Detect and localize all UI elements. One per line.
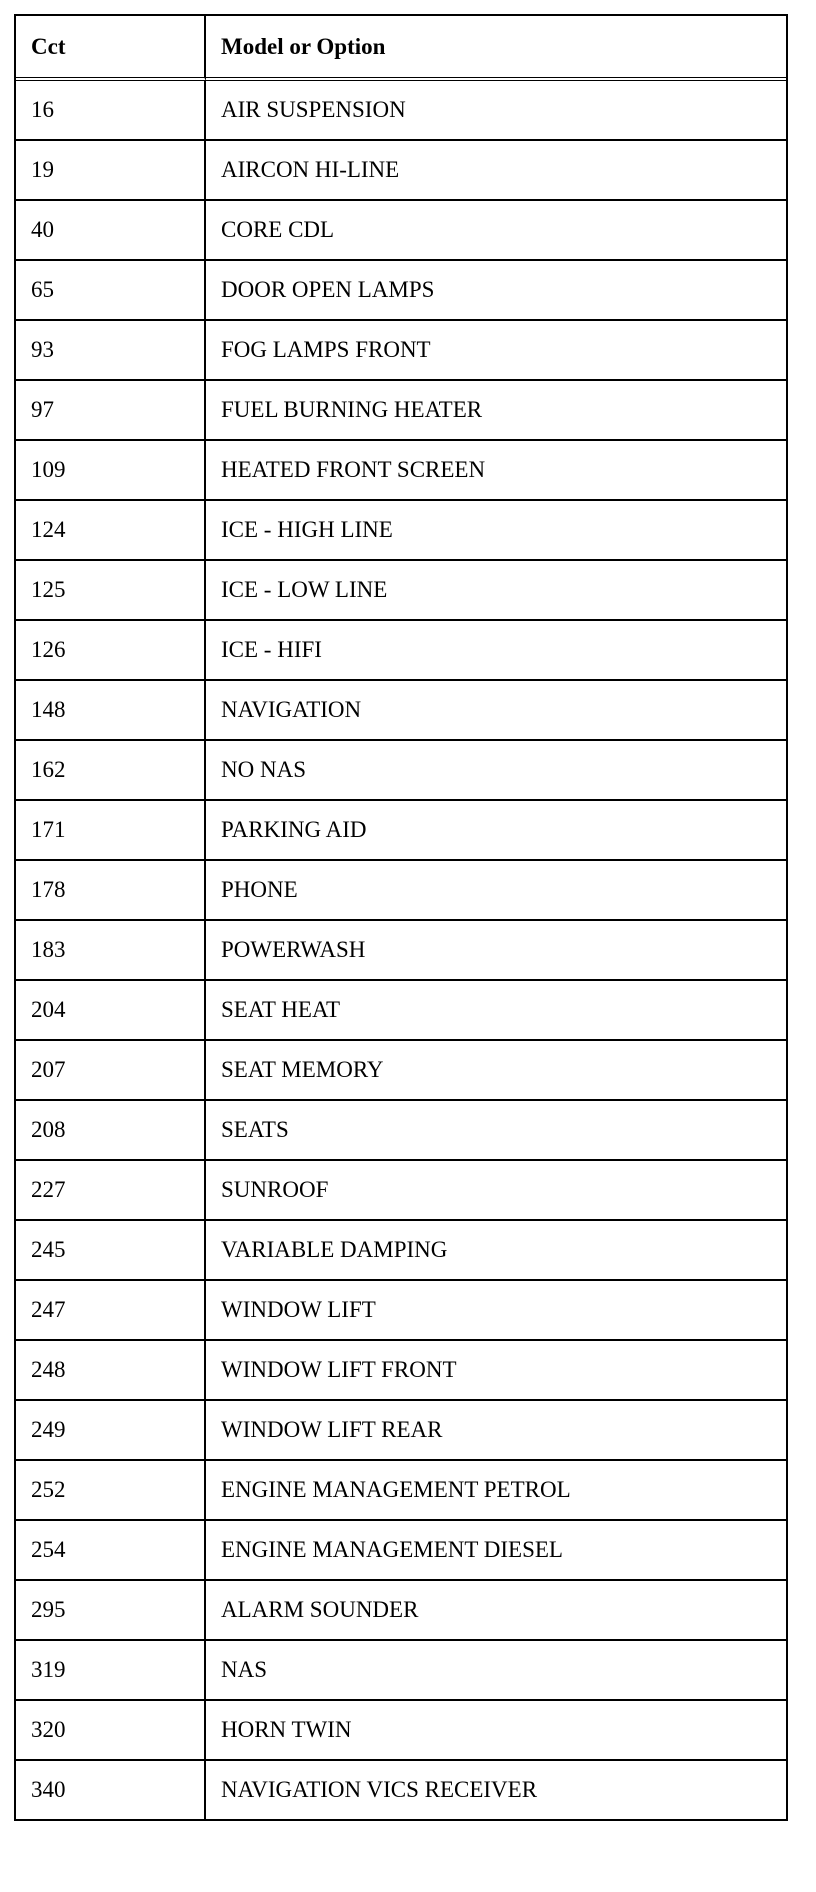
model-option-cell: CORE CDL	[206, 201, 786, 261]
cct-cell: 207	[16, 1041, 206, 1101]
model-option-cell: ENGINE MANAGEMENT PETROL	[206, 1461, 786, 1521]
model-option-cell: POWERWASH	[206, 921, 786, 981]
cct-cell: 245	[16, 1221, 206, 1281]
table-row	[16, 921, 786, 981]
cct-cell: 126	[16, 621, 206, 681]
model-option-cell: NO NAS	[206, 741, 786, 801]
table-body	[16, 81, 786, 1819]
model-option-cell: NAS	[206, 1641, 786, 1701]
model-option-cell: SEAT HEAT	[206, 981, 786, 1041]
model-option-cell: ICE - HIFI	[206, 621, 786, 681]
table-row	[16, 1581, 786, 1641]
table-row	[16, 261, 786, 321]
model-option-cell: NAVIGATION	[206, 681, 786, 741]
model-option-cell: ENGINE MANAGEMENT DIESEL	[206, 1521, 786, 1581]
cct-cell: 340	[16, 1761, 206, 1819]
table-row	[16, 621, 786, 681]
header-cct: Cct	[16, 16, 206, 81]
table-row	[16, 801, 786, 861]
cct-cell: 65	[16, 261, 206, 321]
model-option-cell: SUNROOF	[206, 1161, 786, 1221]
model-option-cell: WINDOW LIFT	[206, 1281, 786, 1341]
table-row	[16, 81, 786, 141]
model-option-cell: PHONE	[206, 861, 786, 921]
table-row	[16, 1461, 786, 1521]
circuit-option-table	[14, 14, 788, 1821]
model-option-cell: FUEL BURNING HEATER	[206, 381, 786, 441]
cct-cell: 252	[16, 1461, 206, 1521]
table-header-row	[16, 16, 786, 81]
table-row	[16, 501, 786, 561]
model-option-cell: SEATS	[206, 1101, 786, 1161]
table-row	[16, 441, 786, 501]
table-row	[16, 1521, 786, 1581]
cct-cell: 148	[16, 681, 206, 741]
model-option-cell: SEAT MEMORY	[206, 1041, 786, 1101]
table-row	[16, 861, 786, 921]
cct-cell: 319	[16, 1641, 206, 1701]
cct-cell: 124	[16, 501, 206, 561]
table-row	[16, 1701, 786, 1761]
model-option-cell: AIR SUSPENSION	[206, 81, 786, 141]
table-row	[16, 1341, 786, 1401]
table-row	[16, 141, 786, 201]
table-row	[16, 321, 786, 381]
table-row	[16, 1401, 786, 1461]
cct-cell: 204	[16, 981, 206, 1041]
table-row	[16, 201, 786, 261]
cct-cell: 227	[16, 1161, 206, 1221]
table-row	[16, 681, 786, 741]
model-option-cell: HEATED FRONT SCREEN	[206, 441, 786, 501]
cct-cell: 320	[16, 1701, 206, 1761]
model-option-cell: VARIABLE DAMPING	[206, 1221, 786, 1281]
table-row	[16, 1641, 786, 1701]
cct-cell: 93	[16, 321, 206, 381]
cct-cell: 249	[16, 1401, 206, 1461]
table-row	[16, 1161, 786, 1221]
model-option-cell: FOG LAMPS FRONT	[206, 321, 786, 381]
table-row	[16, 381, 786, 441]
table-row	[16, 561, 786, 621]
model-option-cell: WINDOW LIFT FRONT	[206, 1341, 786, 1401]
cct-cell: 109	[16, 441, 206, 501]
cct-cell: 125	[16, 561, 206, 621]
cct-cell: 178	[16, 861, 206, 921]
table-row	[16, 1761, 786, 1819]
table-row	[16, 1041, 786, 1101]
cct-cell: 162	[16, 741, 206, 801]
cct-cell: 171	[16, 801, 206, 861]
table-row	[16, 1101, 786, 1161]
model-option-cell: AIRCON HI-LINE	[206, 141, 786, 201]
model-option-cell: ICE - LOW LINE	[206, 561, 786, 621]
cct-cell: 208	[16, 1101, 206, 1161]
model-option-cell: NAVIGATION VICS RECEIVER	[221, 1777, 538, 1802]
model-option-cell: PARKING AID	[206, 801, 786, 861]
cct-cell: 19	[16, 141, 206, 201]
cct-cell: 247	[16, 1281, 206, 1341]
model-option-cell: ALARM SOUNDER	[206, 1581, 786, 1641]
header-model-or-option: Model or Option	[206, 16, 786, 81]
model-option-cell: WINDOW LIFT REAR	[206, 1401, 786, 1461]
cct-cell: 295	[16, 1581, 206, 1641]
cct-cell: 248	[16, 1341, 206, 1401]
cct-cell: 183	[16, 921, 206, 981]
cct-cell: 97	[16, 381, 206, 441]
table-row	[16, 1281, 786, 1341]
cct-cell: 16	[16, 81, 206, 141]
model-option-cell: DOOR OPEN LAMPS	[206, 261, 786, 321]
cct-cell: 40	[16, 201, 206, 261]
table-row	[16, 1221, 786, 1281]
table-row	[16, 981, 786, 1041]
model-option-cell: ICE - HIGH LINE	[206, 501, 786, 561]
model-option-cell: HORN TWIN	[206, 1701, 786, 1761]
table-row	[16, 741, 786, 801]
cct-cell: 254	[16, 1521, 206, 1581]
